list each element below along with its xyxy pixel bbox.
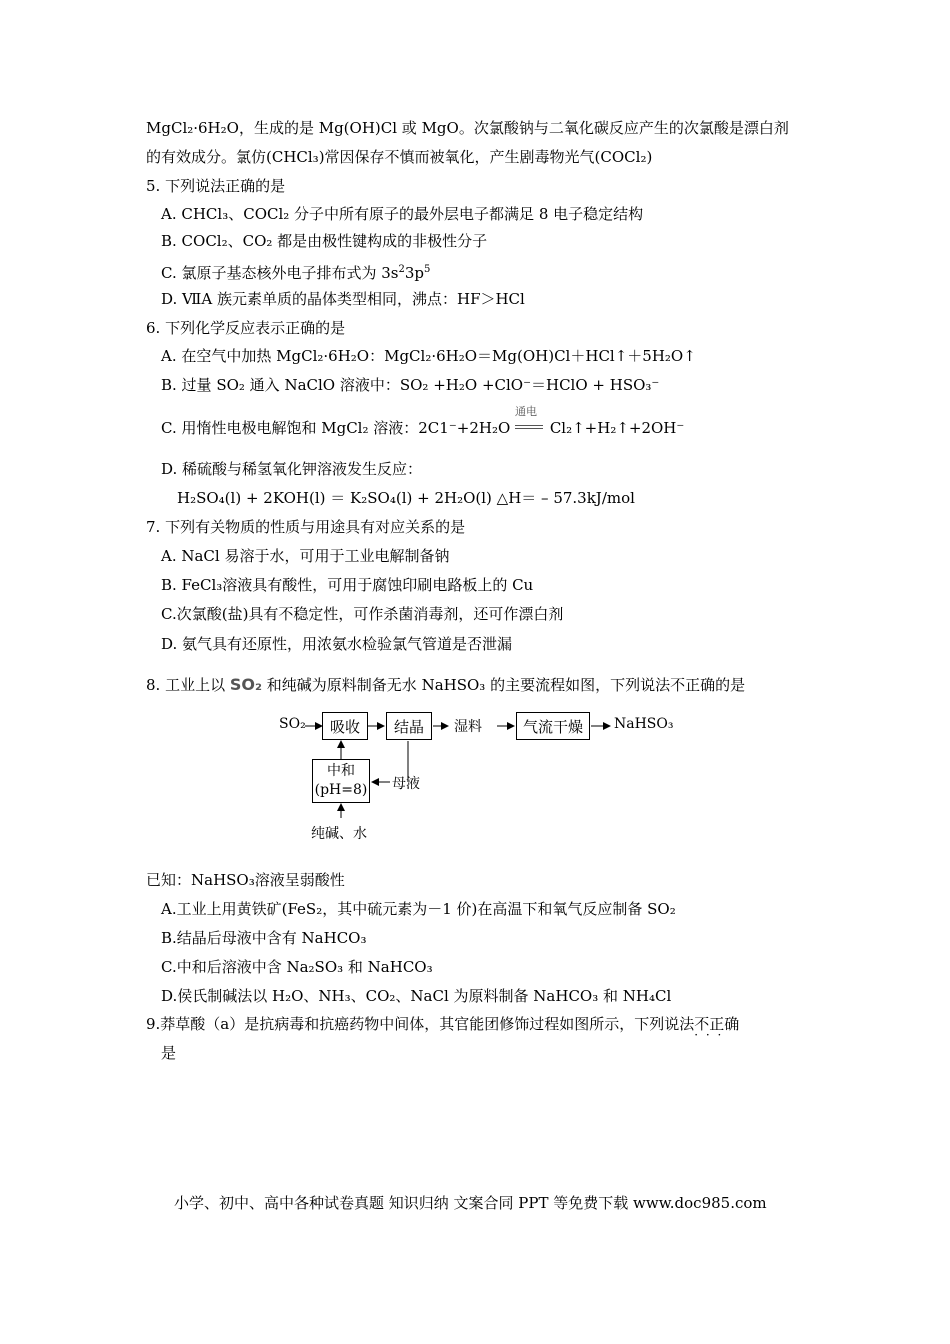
flow-neutral-label: 中和 bbox=[327, 763, 355, 779]
q6-option-a: A. 在空气中加热 MgCl₂·6H₂O：MgCl₂·6H₂O＝Mg(OH)Cl＋HCl↑＋5H₂O↑ bbox=[161, 347, 696, 365]
question-7-stem: 7. 下列有关物质的性质与用途具有对应关系的是 bbox=[146, 518, 466, 536]
intro-line-1: MgCl₂·6H₂O，生成的是 Mg(OH)Cl 或 MgO。次氯酸钠与二氧化碳反应产生的次氯酸是漂白剂 bbox=[146, 119, 789, 137]
flow-mother-liquor-label: 母液 bbox=[392, 776, 420, 792]
q8-option-a: A.工业上用黄铁矿(FeS₂，其中硫元素为－1 价)在高温下和氧气反应制备 SO₂ bbox=[161, 900, 676, 918]
intro-line-2: 的有效成分。氯仿(CHCl₃)常因保存不慎而被氧化，产生剧毒物光气(COCl₂) bbox=[146, 148, 653, 166]
question-6-stem: 6. 下列化学反应表示正确的是 bbox=[146, 319, 346, 337]
question-9-stem-cont: 是 bbox=[161, 1044, 177, 1062]
q7-option-d: D. 氨气具有还原性，用浓氨水检验氯气管道是否泄漏 bbox=[161, 635, 513, 653]
flow-soda-water-label: 纯碱、水 bbox=[311, 826, 367, 842]
q6-option-c: C. 用惰性电极电解饱和 MgCl₂ 溶液：2C1⁻+2H₂O 通电 Cl₂↑+H₂↑+2OH⁻ bbox=[161, 418, 684, 438]
q8-option-d: D.侯氏制碱法以 H₂O、NH₃、CO₂、NaCl 为原料制备 NaHCO₃ 和 NH₄Cl bbox=[161, 987, 672, 1005]
flow-crystal-box: 结晶 bbox=[386, 712, 432, 740]
q5-option-b: B. COCl₂、CO₂ 都是由极性键构成的非极性分子 bbox=[161, 232, 488, 250]
q5-option-d: D. ⅦA 族元素单质的晶体类型相同，沸点：HF＞HCl bbox=[161, 290, 525, 308]
known-condition: 已知：NaHSO₃溶液呈弱酸性 bbox=[146, 871, 345, 889]
q6-option-d: D. 稀硫酸与稀氢氧化钾溶液发生反应： bbox=[161, 460, 423, 478]
flow-absorb-box: 吸收 bbox=[322, 712, 368, 740]
flow-so2-label: SO₂ bbox=[279, 716, 306, 732]
q9-emphasis: 不正确 · · · bbox=[694, 1015, 739, 1033]
electrolysis-condition: 通电 bbox=[515, 405, 538, 418]
question-5-stem: 5. 下列说法正确的是 bbox=[146, 177, 286, 195]
q6-option-d-equation: H₂SO₄(l) + 2KOH(l) ＝ K₂SO₄(l) + 2H₂O(l) △H＝ – 57.3kJ/mol bbox=[177, 489, 635, 507]
question-8-stem: 8. 工业上以 SO₂ 和纯碱为原料制备无水 NaHSO₃ 的主要流程如图，下列说法不正确的是 bbox=[146, 675, 746, 694]
flow-wet-label: 湿料 bbox=[454, 719, 482, 735]
page-footer: 小学、初中、高中各种试卷真题 知识归纳 文案合同 PPT 等免费下载 www.doc985.com bbox=[174, 1194, 767, 1212]
question-9-stem: 9.莽草酸（a）是抗病毒和抗癌药物中间体，其官能团修饰过程如图所示，下列说法不正确 · · · bbox=[146, 1014, 739, 1034]
flow-neutral-ph: (pH=8) bbox=[314, 782, 368, 798]
q7-option-b: B. FeCl₃溶液具有酸性，可用于腐蚀印刷电路板上的 Cu bbox=[161, 576, 534, 594]
q8-option-c: C.中和后溶液中含 Na₂SO₃ 和 NaHCO₃ bbox=[161, 958, 433, 976]
q7-option-c: C.次氯酸(盐)具有不稳定性，可作杀菌消毒剂，还可作漂白剂 bbox=[161, 605, 564, 623]
q5-option-a: A. CHCl₃、COCl₂ 分子中所有原子的最外层电子都满足 8 电子稳定结构 bbox=[161, 205, 644, 223]
q8-option-b: B.结晶后母液中含有 NaHCO₃ bbox=[161, 929, 367, 947]
flow-neutral-box bbox=[312, 759, 370, 803]
q6-option-b: B. 过量 SO₂ 通入 NaClO 溶液中：SO₂ +H₂O +ClO⁻＝HClO + HSO₃⁻ bbox=[161, 376, 660, 394]
flow-product-label: NaHSO₃ bbox=[614, 716, 674, 732]
q5-option-c: C. 氯原子基态核外电子排布式为 $3s^23p^5$ bbox=[161, 264, 431, 282]
flow-dry-box: 气流干燥 bbox=[516, 712, 590, 740]
q7-option-a: A. NaCl 易溶于水，可用于工业电解制备钠 bbox=[161, 547, 450, 565]
